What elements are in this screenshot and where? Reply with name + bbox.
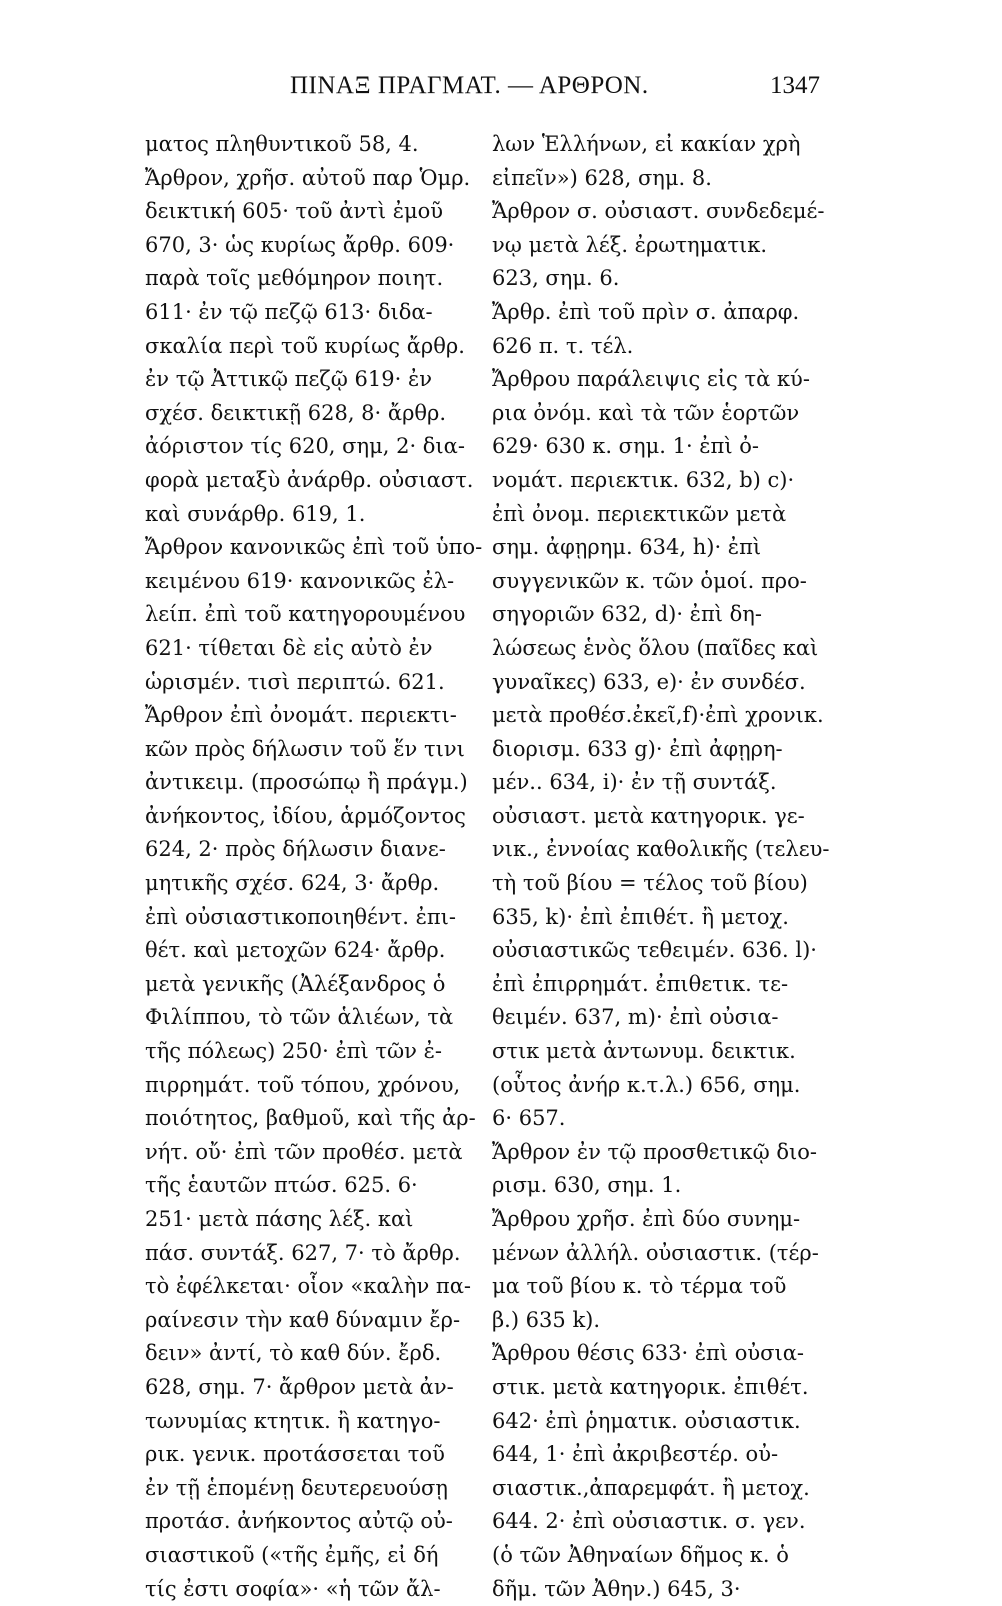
text-line: Ἄρθρον κανονικῶς ἐπὶ τοῦ ὑπο- — [145, 535, 483, 560]
text-line: νικ., ἐννοίας καθολικῆς (τελευ- — [492, 837, 830, 862]
text-line: ματος πληθυντικοῦ 58, 4. — [145, 132, 419, 156]
text-line: ρια ὀνόμ. καὶ τὰ τῶν ἑορτῶν — [492, 400, 800, 425]
text-line: 611· ἐν τῷ πεζῷ 613· διδα- — [145, 299, 433, 324]
text-line: ἀνήκοντος, ἰδίου, ἁρμόζοντος — [145, 803, 466, 828]
text-line: Ἄρθρου παράλειψις εἰς τὰ κύ- — [492, 367, 810, 392]
text-line: λώσεως ἑνὸς ὅλου (παῖδες καὶ — [492, 635, 819, 660]
text-line: (οὗτος ἀνήρ κ.τ.λ.) 656, σημ. — [492, 1072, 801, 1097]
text-line: Ἄρθρ. ἐπὶ τοῦ πρὶν σ. ἀπαρφ. — [492, 299, 800, 324]
text-line: ἀντικειμ. (προσώπῳ ἢ πράγμ.) — [145, 770, 468, 795]
text-line: δεικτική 605· τοῦ ἀντὶ ἐμοῦ — [145, 199, 444, 224]
text-line: νῳ μετὰ λέξ. ἐρωτηματικ. — [492, 232, 768, 257]
text-line: εἰπεῖν») 628, σημ. 8. — [492, 165, 712, 190]
text-line: σχέσ. δεικτικῇ 628, 8· ἄρθρ. — [145, 400, 447, 425]
text-line: 623, σημ. 6. — [492, 266, 620, 291]
text-line: μετὰ προθέσ.ἐκεῖ,f)·ἐπὶ χρονικ. — [492, 703, 824, 728]
text-line: Ἄρθρον σ. οὐσιαστ. συνδεδεμέ- — [492, 199, 825, 224]
text-line: γυναῖκες) 633, e)· ἐν συνδέσ. — [492, 669, 806, 694]
text-line: ἀόριστον τίς 620, σημ, 2· δια- — [145, 434, 465, 459]
text-line: σηγοριῶν 632, d)· ἐπὶ δη- — [492, 602, 762, 627]
text-line: οὐσιαστικῶς τεθειμέν. 636. l)· — [492, 938, 817, 963]
text-line: νομάτ. περιεκτικ. 632, b) c)· — [492, 467, 795, 492]
text-line: Φιλίππου, τὸ τῶν ἁλιέων, τὰ — [145, 1005, 454, 1030]
text-line: τωνυμίας κτητικ. ἢ κατηγο- — [145, 1408, 441, 1433]
text-line: κειμένου 619· κανονικῶς ἐλ- — [145, 568, 455, 593]
text-line: πιρρημάτ. τοῦ τόπου, χρόνου, — [145, 1072, 461, 1097]
text-line: προτάσ. ἀνήκοντος αὐτῷ οὐ- — [145, 1509, 453, 1534]
text-line: Ἄρθρου χρῆσ. ἐπὶ δύο συνημ- — [492, 1207, 801, 1231]
text-line: (ὁ τῶν Ἀθηναίων δῆμος κ. ὁ — [492, 1542, 789, 1567]
text-line: μητικῆς σχέσ. 624, 3· ἄρθρ. — [145, 871, 440, 896]
text-line: στικ. μετὰ κατηγορικ. ἐπιθέτ. — [492, 1374, 809, 1399]
text-line: 621· τίθεται δὲ εἰς αὐτὸ ἐν — [145, 635, 433, 660]
text-line: 644. 2· ἐπὶ οὐσιαστικ. σ. γεν. — [492, 1509, 806, 1534]
text-line: ρικ. γενικ. προτάσσεται τοῦ — [145, 1442, 445, 1467]
text-line: καὶ συνάρθρ. 619, 1. — [145, 501, 366, 526]
text-line: λων Ἑλλήνων, εἰ κακίαν χρὴ — [492, 132, 801, 156]
text-line: τὸ ἐφέλκεται· οἷον «καλὴν πα- — [145, 1274, 472, 1299]
text-line: 6· 657. — [492, 1106, 566, 1131]
text-line: συγγενικῶν κ. τῶν ὁμοί. προ- — [492, 568, 807, 593]
text-line: φορὰ μεταξὺ ἀνάρθρ. οὐσιαστ. — [145, 467, 474, 492]
running-head: ΠΙΝΑΞ ΠΡΑΓΜΑΤ. — ΑΡΘΡΟΝ. — [290, 72, 649, 99]
text-line: ἐν τῇ ἑπομένῃ δευτερευούσῃ — [145, 1475, 448, 1500]
text-line: μετὰ γενικῆς (Ἀλέξανδρος ὁ — [145, 971, 446, 996]
text-line: πάσ. συντάξ. 627, 7· τὸ ἄρθρ. — [145, 1240, 461, 1265]
text-line: 626 π. τ. τέλ. — [492, 333, 634, 358]
text-line: διορισμ. 633 g)· ἐπὶ ἀφῃρη- — [492, 736, 783, 761]
text-line: μέν.. 634, i)· ἐν τῇ συντάξ. — [492, 770, 777, 795]
text-line: δῆμ. τῶν Ἀθην.) 645, 3· — [492, 1576, 741, 1601]
text-line: Ἄρθρον ἐπὶ ὀνομάτ. περιεκτι- — [145, 703, 457, 728]
text-line: ρισμ. 630, σημ. 1. — [492, 1173, 682, 1198]
text-line: ἐπὶ οὐσιαστικοποιηθέντ. ἐπι- — [145, 904, 457, 929]
text-line: ποιότητος, βαθμοῦ, καὶ τῆς ἀρ- — [145, 1106, 476, 1131]
text-line: οὐσιαστ. μετὰ κατηγορικ. γε- — [492, 803, 805, 828]
text-line: Ἄρθρον, χρῆσ. αὐτοῦ παρ Ὁμρ. — [145, 165, 471, 190]
text-line: μένων ἀλλήλ. οὐσιαστικ. (τέρ- — [492, 1240, 819, 1265]
text-line: τῆς ἑαυτῶν πτώσ. 625. 6· — [145, 1173, 418, 1198]
text-line: 670, 3· ὡς κυρίως ἄρθρ. 609· — [145, 232, 455, 257]
text-line: Ἄρθρον ἐν τῷ προσθετικῷ διο- — [492, 1139, 817, 1164]
text-line: δειν» ἀντί, τὸ καθ δύν. ἔρδ. — [145, 1341, 442, 1366]
text-line: 642· ἐπὶ ῥηματικ. οὐσιαστικ. — [492, 1408, 801, 1433]
text-line: 628, σημ. 7· ἄρθρον μετὰ ἀν- — [145, 1374, 454, 1399]
left-column — [145, 128, 485, 1606]
text-line: ἐν τῷ Ἀττικῷ πεζῷ 619· ἐν — [145, 367, 433, 392]
text-line: λείπ. ἐπὶ τοῦ κατηγορουμένου — [145, 602, 466, 627]
text-line: σιαστικ.,ἀπαρεμφάτ. ἢ μετοχ. — [492, 1475, 810, 1500]
text-line: β.) 635 k). — [492, 1307, 601, 1332]
text-line: 644, 1· ἐπὶ ἀκριβεστέρ. οὐ- — [492, 1442, 779, 1467]
page-number: 1347 — [770, 72, 820, 99]
text-line: κῶν πρὸς δήλωσιν τοῦ ἕν τινι — [145, 736, 465, 761]
text-line: νήτ. οὔ· ἐπὶ τῶν προθέσ. μετὰ — [145, 1139, 463, 1164]
text-line: παρὰ τοῖς μεθόμηρον ποιητ. — [145, 266, 444, 291]
text-line: μα τοῦ βίου κ. τὸ τέρμα τοῦ — [492, 1274, 787, 1299]
text-line: τίς ἐστι σοφία»· «ἡ τῶν ἄλ- — [145, 1576, 441, 1601]
text-line: σιαστικοῦ («τῆς ἐμῆς, εἰ δή — [145, 1542, 439, 1567]
text-line: θέτ. καὶ μετοχῶν 624· ἄρθρ. — [145, 938, 446, 963]
text-line: 635, k)· ἐπὶ ἐπιθέτ. ἢ μετοχ. — [492, 904, 789, 929]
text-line: 624, 2· πρὸς δήλωσιν διανε- — [145, 837, 446, 862]
right-column — [492, 128, 832, 1606]
text-line: τὴ τοῦ βίου = τέλος τοῦ βίου) — [492, 871, 808, 896]
text-line: ραίνεσιν τὴν καθ δύναμιν ἔρ- — [145, 1307, 461, 1332]
text-line: σημ. ἀφῃρημ. 634, h)· ἐπὶ — [492, 535, 762, 560]
text-line: σκαλία περὶ τοῦ κυρίως ἄρθρ. — [145, 333, 465, 358]
text-line: ἐπὶ ἐπιρρημάτ. ἐπιθετικ. τε- — [492, 971, 789, 996]
text-line: 251· μετὰ πάσης λέξ. καὶ — [145, 1207, 414, 1231]
text-line: θειμέν. 637, m)· ἐπὶ οὐσια- — [492, 1005, 779, 1030]
page-header — [290, 72, 820, 112]
text-line: ἐπὶ ὀνομ. περιεκτικῶν μετὰ — [492, 501, 787, 526]
text-line: στικ μετὰ ἀντωνυμ. δεικτικ. — [492, 1039, 796, 1064]
text-line: Ἄρθρου θέσις 633· ἐπὶ οὐσια- — [492, 1341, 805, 1366]
text-line: 629· 630 κ. σημ. 1· ἐπὶ ὀ- — [492, 434, 760, 459]
text-line: ὡρισμέν. τισὶ περιπτώ. 621. — [145, 669, 445, 694]
text-line: τῆς πόλεως) 250· ἐπὶ τῶν ἐ- — [145, 1039, 442, 1064]
